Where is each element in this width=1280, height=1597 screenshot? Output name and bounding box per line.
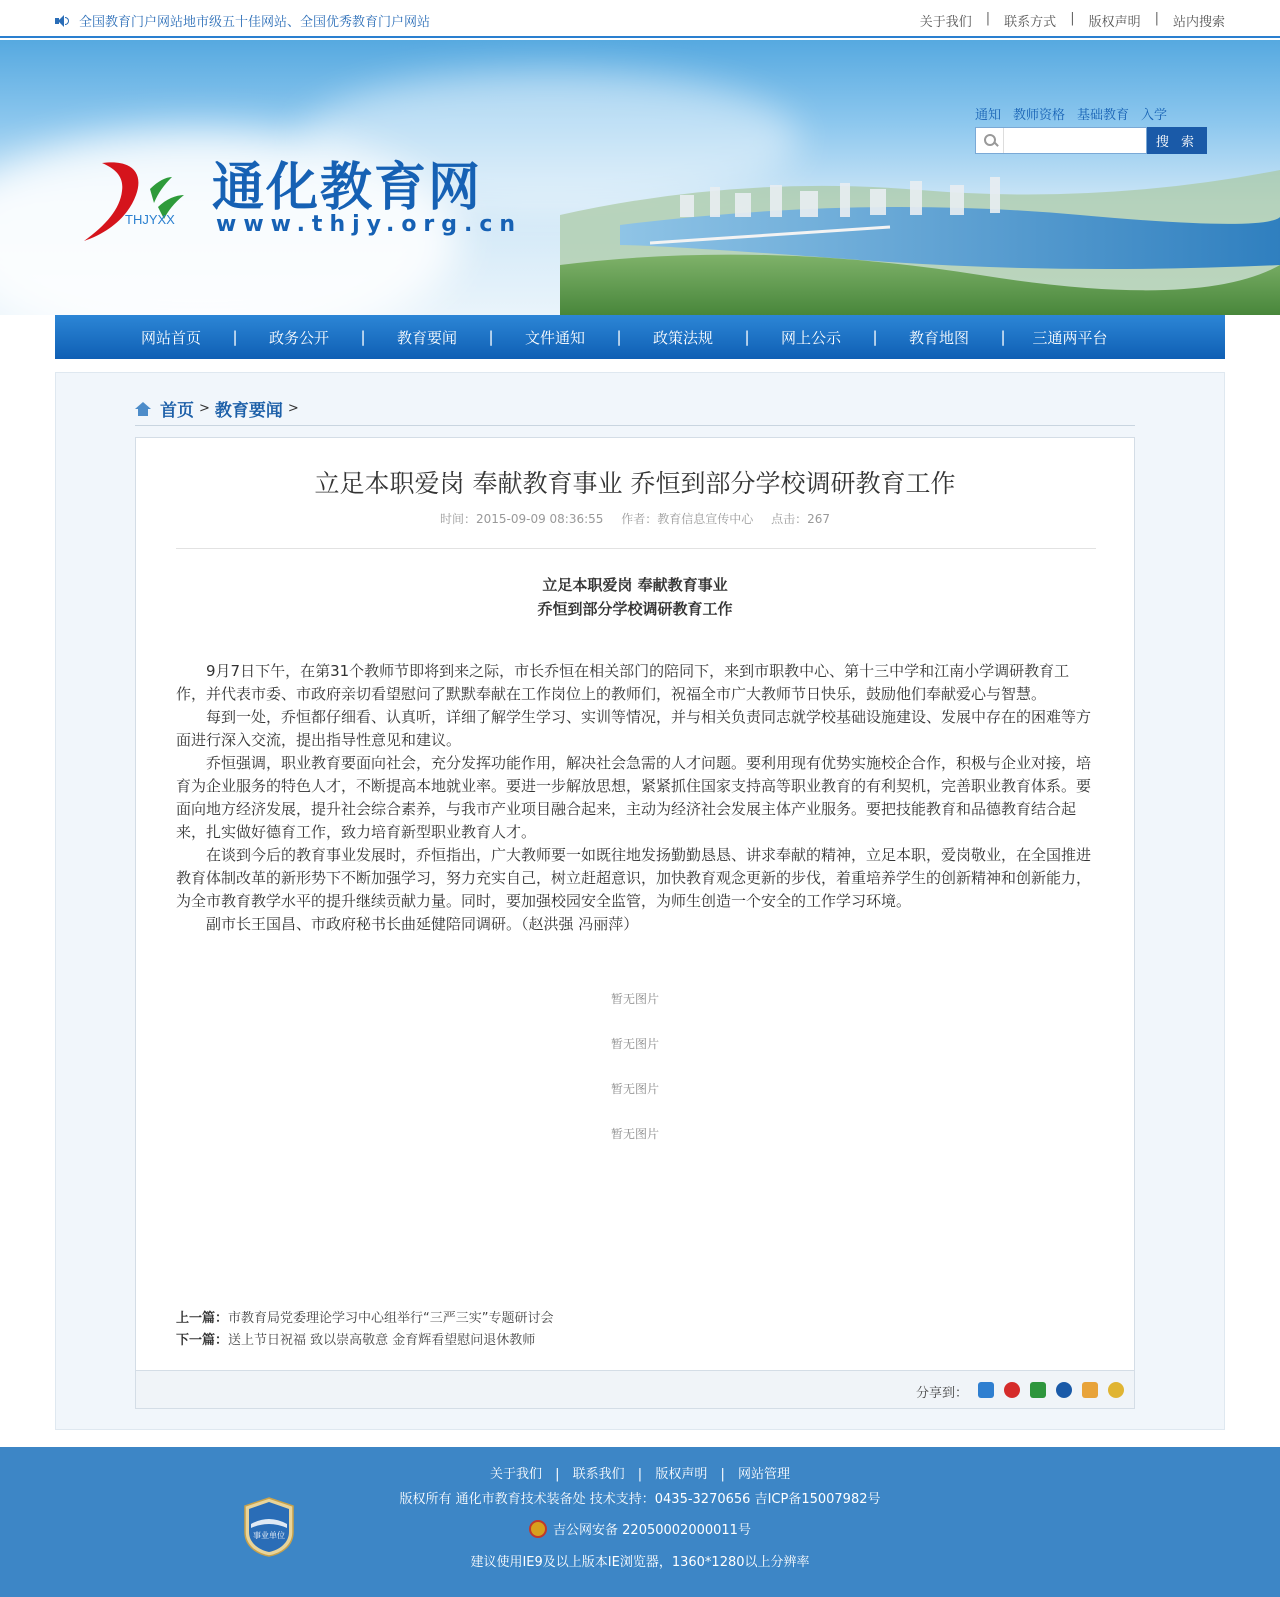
separator: |	[872, 328, 878, 346]
image-placeholder: 暂无图片	[610, 992, 659, 1006]
home-icon	[135, 402, 151, 416]
share-label: 分享到：	[916, 1386, 969, 1401]
top-link-contact[interactable]: 联系方式	[1004, 15, 1057, 30]
separator: |	[1154, 11, 1159, 26]
breadcrumb-current[interactable]: 教育要闻	[214, 401, 283, 421]
separator: |	[232, 328, 238, 346]
nav-item-edu-map[interactable]: 教育地图	[908, 328, 969, 347]
subtitle-line: 立足本职爱岗 奉献教育事业	[542, 576, 728, 594]
kaixin-icon[interactable]	[1108, 1382, 1124, 1398]
qzone-icon[interactable]	[978, 1382, 994, 1398]
slogan-text: 全国教育门户网站地市级五十佳网站、全国优秀教育门户网站	[79, 15, 431, 30]
article-time: 时间：2015-09-09 08:36:55	[439, 512, 604, 526]
police-emblem-icon	[529, 1520, 547, 1538]
prev-label: 上一篇：	[176, 1311, 229, 1326]
site-name: 通化教育网	[212, 158, 483, 218]
renren-icon[interactable]	[1056, 1382, 1072, 1398]
article-body	[176, 660, 1096, 936]
header-banner	[0, 40, 1280, 315]
top-links	[920, 11, 1225, 30]
article-paragraph: 每到一处，乔恒都仔细看、认真听，详细了解学生学习、实训等情况，并与相关负责同志就学校基础设施建设、发展中存在的困难等方面进行深入交流，提出指导性意见和建议。	[176, 708, 1092, 749]
separator: |	[616, 328, 622, 346]
search-icon	[976, 128, 1004, 153]
quick-link-notice[interactable]: 通知	[975, 108, 1002, 123]
separator: |	[360, 328, 366, 346]
top-link-copyright[interactable]: 版权声明	[1088, 15, 1141, 30]
separator: |	[1000, 328, 1006, 346]
separator: |	[1070, 11, 1075, 26]
share-bar	[136, 1370, 1134, 1408]
footer-copyright: 版权所有 通化市教育技术装备处 技术支持：0435-3270656 吉ICP备15007982号	[399, 1492, 881, 1507]
quick-link-enrollment[interactable]: 入学	[1141, 108, 1168, 123]
prev-article-link[interactable]: 市教育局党委理论学习中心组举行“三严三实”专题研讨会	[228, 1311, 554, 1326]
image-placeholder: 暂无图片	[610, 1082, 659, 1096]
article-subtitle	[136, 573, 1134, 621]
separator: |	[555, 1467, 560, 1482]
top-bar	[0, 0, 1280, 38]
next-article	[176, 1330, 554, 1352]
quick-links	[975, 104, 1167, 123]
site-url: www.thjy.org.cn	[216, 212, 523, 237]
search-button[interactable]: 搜 索	[1147, 127, 1207, 154]
city-landscape-image	[560, 155, 1280, 315]
footer-beian	[0, 1519, 1280, 1538]
nav-item-home[interactable]: 网站首页	[140, 328, 201, 347]
article-paragraph: 乔恒强调，职业教育要面向社会，充分发挥功能作用，解决社会急需的人才问题。要利用现有优势实施校企合作，积极与企业对接，培育为企业服务的特色人才，不断提高本地就业率。要进一步解放思想，紧紧抓住国家支持高等职业教育的有利契机，完善职业教育体系。要面向地方经济发展，提升社会综合素养，与我市产业项目融合起来，主动为经济社会发展主体产业服务。要把技能教育和品德教育结合起来，扎实做好德育工作，致力培育新型职业教育人才。	[176, 754, 1092, 841]
divider	[135, 425, 1135, 426]
prev-article	[176, 1308, 554, 1330]
article-paragraph: 在谈到今后的教育事业发展时，乔恒指出，广大教师要一如既往地发扬勤勤恳恳、讲求奉献的精神，立足本职，爱岗敬业，在全国推进教育体制改革的新形势下不断加强学习，努力充实自己，树立赶超意识，加快教育观念更新的步伐，着重培养学生的创新精神和创新能力，为全市教育教学水平的提升继续贡献力量。同时，要加强校园安全监管，为师生创造一个安全的工作学习环境。	[176, 846, 1092, 910]
breadcrumb-home[interactable]: 首页	[160, 401, 194, 421]
breadcrumb	[135, 396, 304, 421]
main-nav	[55, 315, 1225, 359]
article-meta	[136, 510, 1134, 527]
nav-item-platform[interactable]: 三通两平台	[1032, 328, 1108, 347]
article-title: 立足本职爱岗 奉献教育事业 乔恒到部分学校调研教育工作	[314, 469, 956, 498]
separator: |	[744, 328, 750, 346]
logo-abbr: THJYXX	[125, 212, 175, 227]
breadcrumb-arrow: >	[287, 401, 299, 416]
nav-item-edu-news[interactable]: 教育要闻	[396, 328, 457, 347]
site-search	[975, 127, 1209, 154]
top-link-search[interactable]: 站内搜索	[1172, 15, 1225, 30]
tencent-weibo-icon[interactable]	[1082, 1382, 1098, 1398]
footer-link-copyright[interactable]: 版权声明	[655, 1467, 708, 1482]
search-field	[975, 127, 1147, 154]
article-navigation	[176, 1308, 554, 1352]
weibo-icon[interactable]	[1004, 1382, 1020, 1398]
next-label: 下一篇：	[176, 1333, 229, 1348]
beian-text[interactable]: 吉公网安备 22050002000011号	[553, 1523, 751, 1538]
footer-link-about[interactable]: 关于我们	[489, 1467, 542, 1482]
footer-browser-note: 建议使用IE9及以上版本IE浏览器，1360*1280以上分辨率	[470, 1555, 810, 1570]
quick-link-teacher-cert[interactable]: 教师资格	[1013, 108, 1066, 123]
article-panel	[135, 437, 1135, 1409]
footer	[0, 1447, 1280, 1597]
nav-item-publicity[interactable]: 网上公示	[780, 328, 841, 347]
separator: |	[488, 328, 494, 346]
separator: |	[720, 1467, 725, 1482]
separator: |	[637, 1467, 643, 1482]
speaker-icon	[55, 15, 69, 27]
breadcrumb-arrow: >	[199, 401, 210, 416]
badge-text: 事业单位	[253, 1531, 285, 1540]
article-author: 作者：教育信息宣传中心	[621, 512, 754, 526]
image-placeholder: 暂无图片	[610, 1037, 659, 1051]
nav-item-gov-affairs[interactable]: 政务公开	[268, 328, 329, 347]
site-slogan	[55, 11, 430, 30]
article-paragraph: 副市长王国昌、市政府秘书长曲延健陪同调研。（赵洪强 冯丽萍）	[206, 915, 639, 933]
next-article-link[interactable]: 送上节日祝福 致以崇高敬意 金育辉看望慰问退休教师	[228, 1333, 536, 1348]
article-paragraph: 9月7日下午，在第31个教师节即将到来之际，市长乔恒在相关部门的陪同下，来到市职教中心、第十三中学和江南小学调研教育工作，并代表市委、市政府亲切看望慰问了默默奉献在工作岗位上的教师们，祝福全市广大教师节日快乐，鼓励他们奉献爱心与智慧。	[176, 662, 1070, 703]
subtitle-line: 乔恒到部分学校调研教育工作	[537, 600, 733, 618]
quick-link-basic-edu[interactable]: 基础教育	[1077, 108, 1130, 123]
image-placeholder: 暂无图片	[610, 1127, 659, 1141]
nav-item-notices[interactable]: 文件通知	[524, 328, 585, 347]
footer-link-admin[interactable]: 网站管理	[738, 1467, 791, 1482]
nav-item-policies[interactable]: 政策法规	[652, 328, 713, 347]
site-logo-icon	[80, 155, 190, 245]
douban-icon[interactable]	[1030, 1382, 1046, 1398]
search-input[interactable]	[1004, 129, 1144, 152]
separator: |	[985, 11, 991, 26]
footer-links	[0, 1463, 1280, 1482]
footer-link-contact[interactable]: 联系我们	[572, 1467, 625, 1482]
top-link-about[interactable]: 关于我们	[919, 15, 972, 30]
article-clicks: 点击：267	[771, 512, 831, 526]
divider	[176, 548, 1096, 549]
